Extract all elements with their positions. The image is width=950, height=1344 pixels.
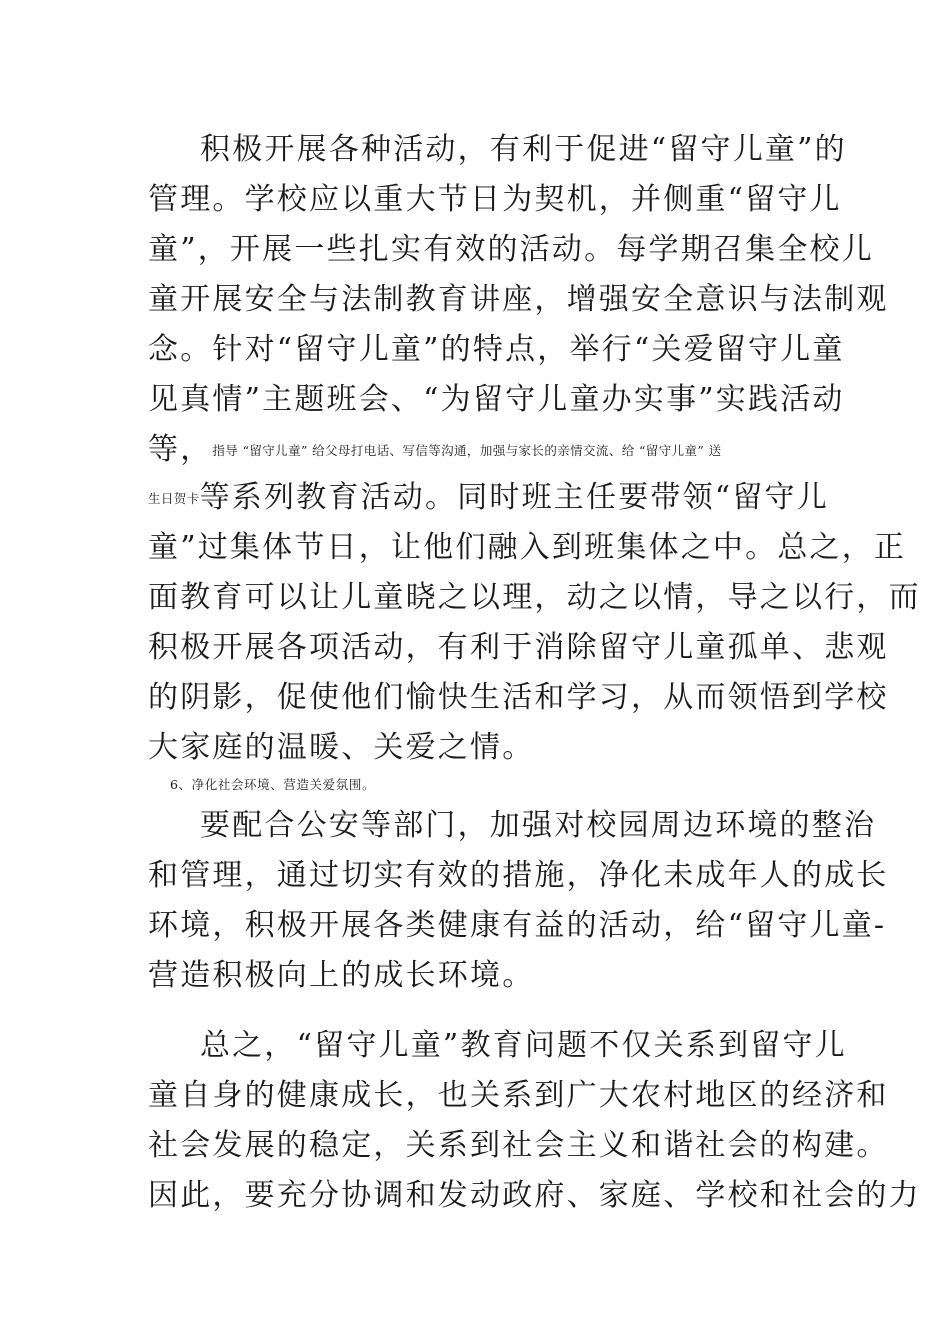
p3-line-4: 因此，要充分协调和发动政府、家庭、学校和社会的力 [148,1178,921,1213]
p1-line-5: 念。针对“留守儿童”的特点，举行“关爱留守儿童 [148,332,845,367]
p1-line-8-large: 等系列教育活动。同时班主任要带领“留守儿 [199,480,829,515]
p3-line-2: 童自身的健康成长，也关系到广大农村地区的经济和 [148,1078,889,1113]
p1-line-7-large: 等， [148,432,213,467]
p1-line-8-small: 生日贺卡 [148,491,200,506]
p2-line-3: 环境，积极开展各类健康有益的活动，给“留守儿童- [148,908,887,943]
p1-line-4: 童开展安全与法制教育讲座，增强安全意识与法制观 [148,282,889,317]
p1-line-7-small: 指导 “留守儿童” 给父母打电话、写信等沟通，加强与家长的亲情交流、给 “留守儿童” 送 [212,443,722,458]
p2-line-2: 和管理，通过切实有效的措施，净化未成年人的成长 [148,858,889,893]
p1-line-9: 童”过集体节日，让他们融入到班集体之中。总之，正 [148,530,907,565]
p1-line-7 [0,430,950,471]
p1-line-2: 管理。学校应以重大节日为契机，并侧重“留守儿 [148,182,842,217]
p3-line-3: 社会发展的稳定，关系到社会主义和谐社会的构建。 [148,1128,889,1163]
p1-line-12: 的阴影，促使他们愉快生活和学习，从而领悟到学校 [148,680,889,715]
p1-line-8 [0,478,950,519]
section-heading-6: 6、净化社会环境、营造关爱氛围。 [170,777,376,792]
p1-line-1: 积极开展各种活动，有利于促进“留守儿童”的 [200,132,847,167]
p2-line-1: 要配合公安等部门，加强对校园周边环境的整治 [200,808,877,843]
p1-line-6: 见真情”主题班会、“为留守儿童办实事”实践活动 [148,382,845,417]
p1-line-11: 积极开展各项活动，有利于消除留守儿童孤单、悲观 [148,630,889,665]
p2-line-4: 营造积极向上的成长环境。 [148,958,535,993]
p1-line-10: 面教育可以让儿童晓之以理，动之以情，导之以行，而 [148,580,921,615]
p1-line-3: 童”，开展一些扎实有效的活动。每学期召集全校儿 [148,232,874,267]
p3-line-1: 总之，“留守儿童”教育问题不仅关系到留守儿 [200,1028,847,1063]
p1-line-13: 大家庭的温暖、关爱之情。 [148,730,535,765]
